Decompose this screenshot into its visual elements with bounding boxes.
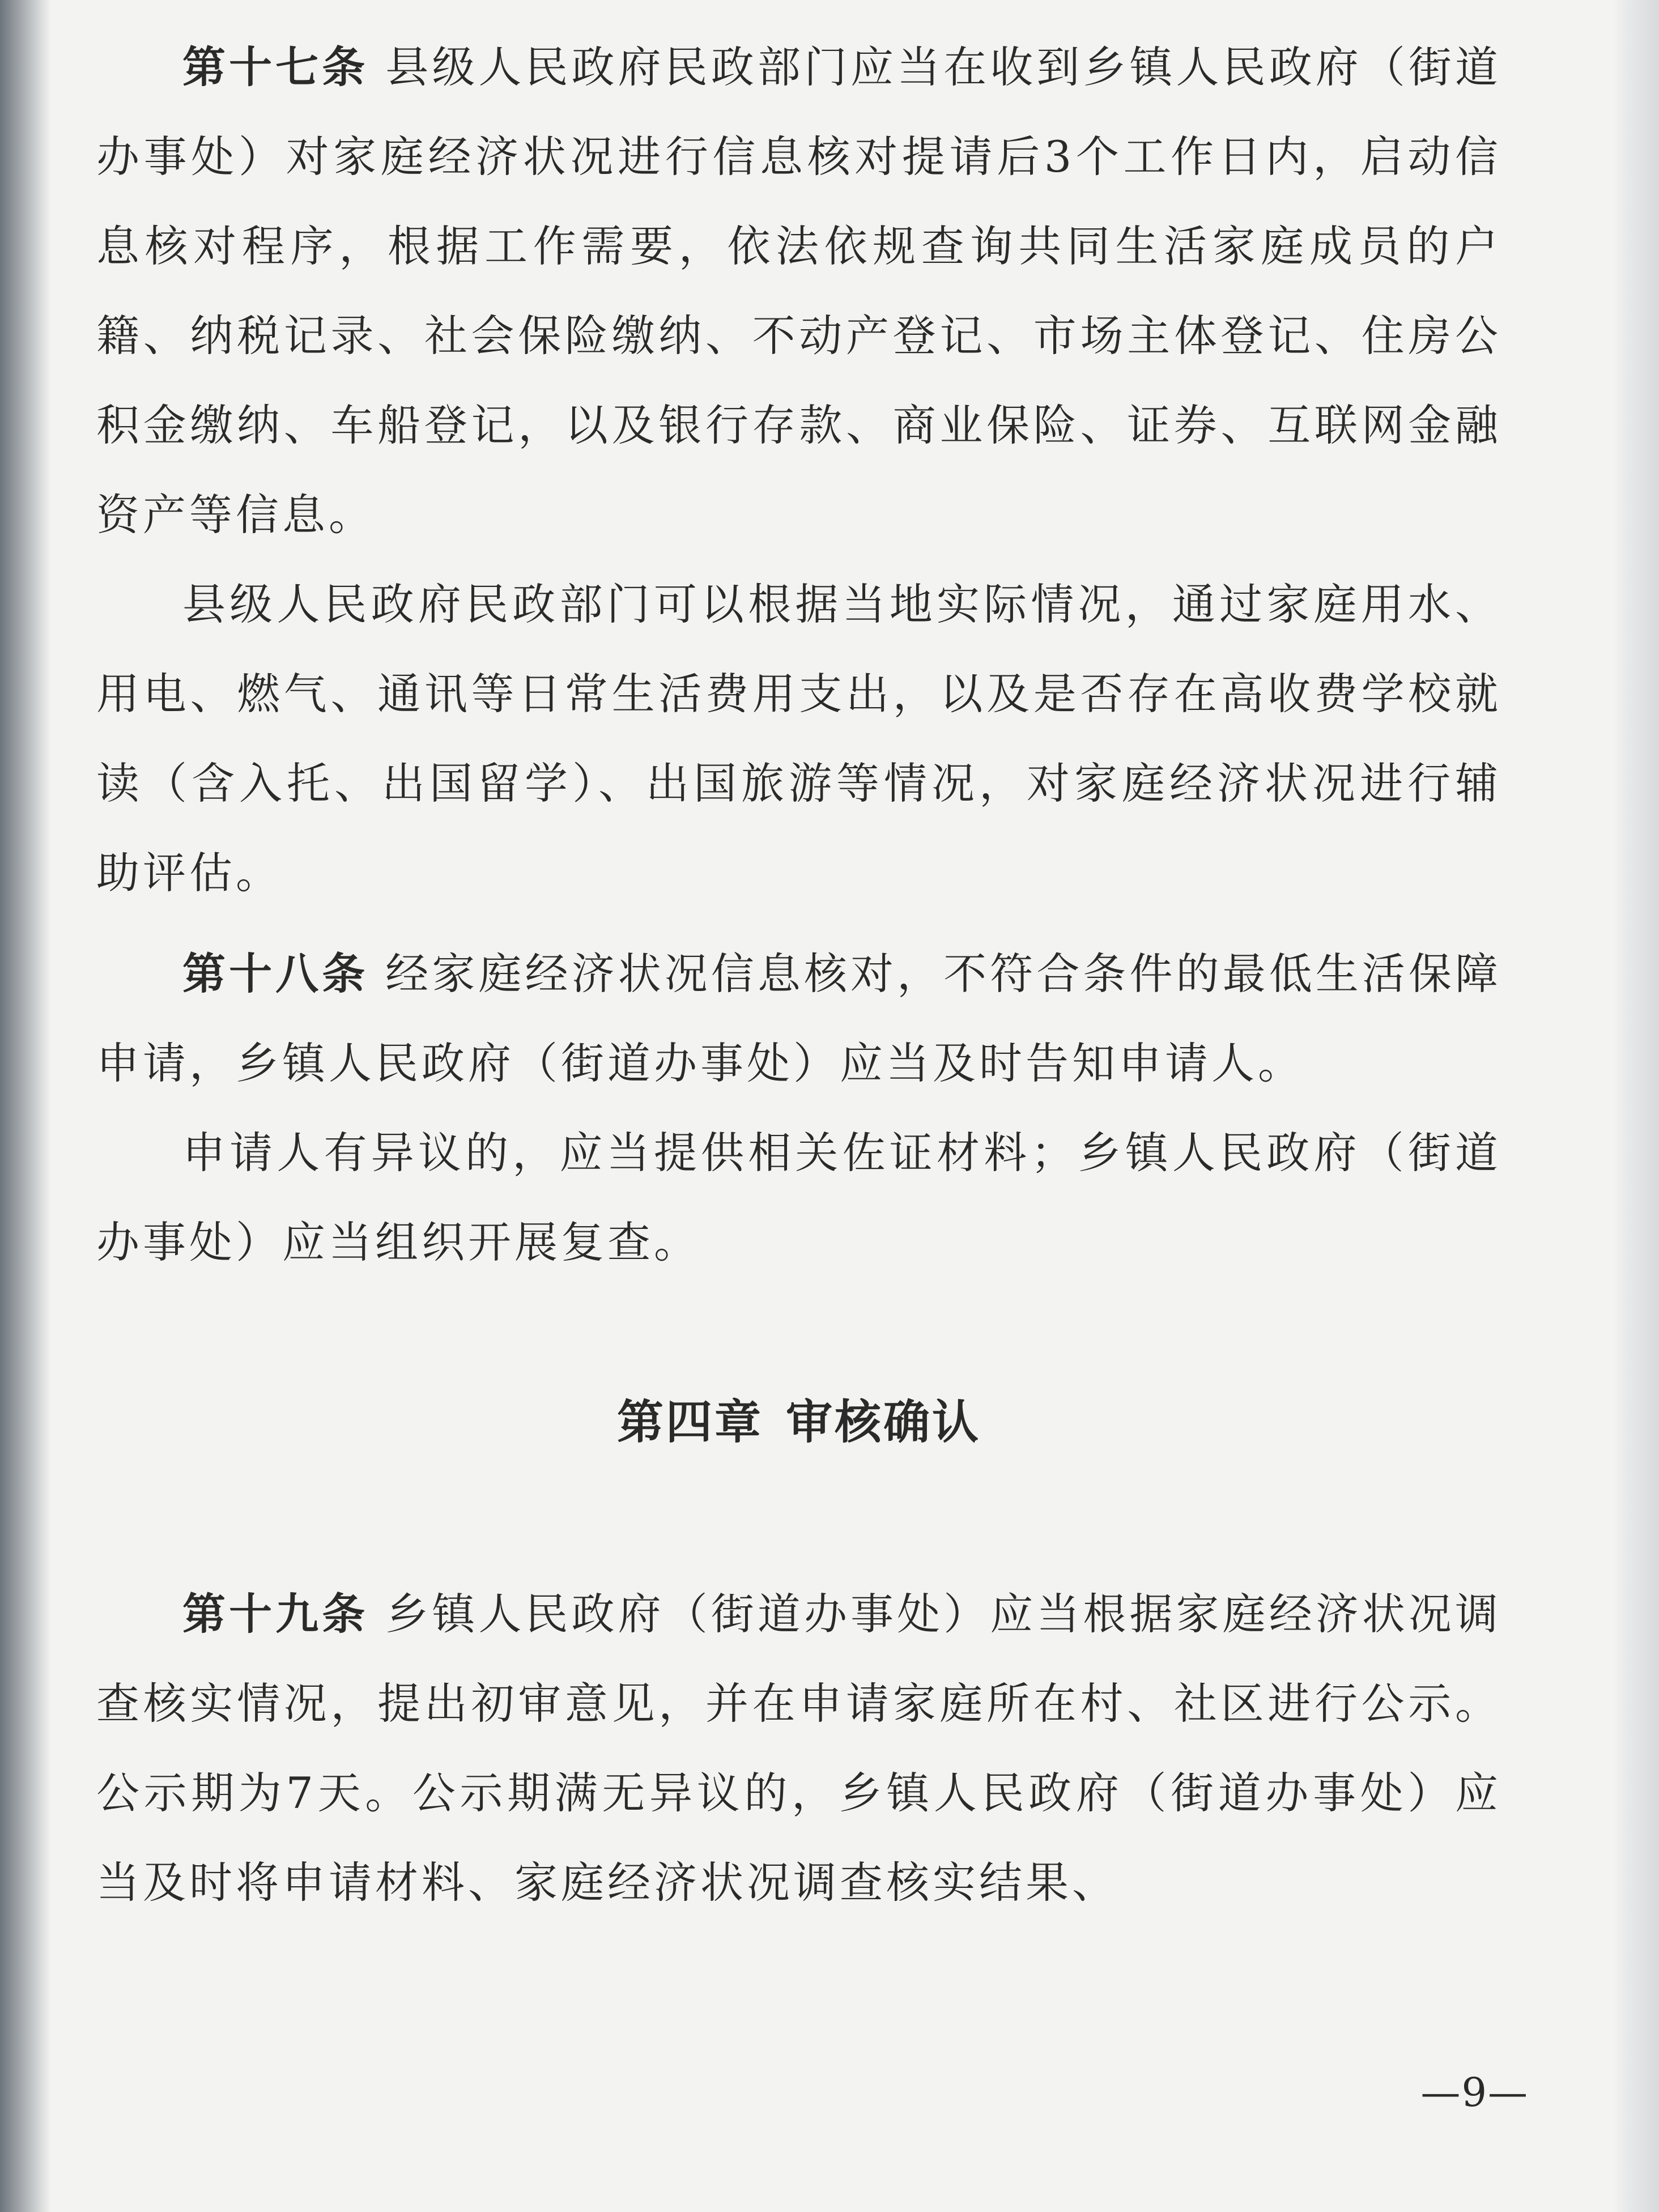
page-number: —9— xyxy=(1420,2069,1529,2116)
article-19-text-1: 乡镇人民政府（街道办事处）应当根据家庭经济状况调查核实情况，提出初审意见，并在申请家庭所在村、社区进行公示。公示期为7天。公示期满无异议的，乡镇人民政府（街道办事处）应当及时将申请材料、家庭经济状况调查核实结果、 xyxy=(96,1589,1501,1908)
article-19-number: 第十九条 xyxy=(182,1589,369,1639)
article-17-text-2: 县级人民政府民政部门可以根据当地实际情况，通过家庭用水、用电、燃气、通讯等日常生活费用支出，以及是否存在高收费学校就读（含入托、出国留学）、出国旅游等情况，对家庭经济状况进行辅助评估。 xyxy=(96,579,1501,898)
article-17-paragraph-1 xyxy=(96,23,1501,560)
article-18-number: 第十八条 xyxy=(182,948,369,999)
article-18-paragraph-1 xyxy=(96,929,1501,1108)
document-body xyxy=(96,23,1501,1928)
article-18-paragraph-2 xyxy=(96,1108,1501,1287)
chapter-heading xyxy=(96,1378,1501,1467)
article-17-text-1: 县级人民政府民政部门应当在收到乡镇人民政府（街道办事处）对家庭经济状况进行信息核对提请后3个工作日内，启动信息核对程序，根据工作需要，依法依规查询共同生活家庭成员的户籍、纳税记录、社会保险缴纳、不动产登记、市场主体登记、住房公积金缴纳、车船登记，以及银行存款、商业保险、证券、互联网金融资产等信息。 xyxy=(96,42,1501,540)
article-18-text-1: 经家庭经济状况信息核对，不符合条件的最低生活保障申请，乡镇人民政府（街道办事处）应当及时告知申请人。 xyxy=(96,948,1501,1088)
article-17-number: 第十七条 xyxy=(182,42,369,92)
chapter-number: 第四章 xyxy=(616,1396,763,1449)
page-fold-shadow xyxy=(0,0,51,2212)
article-19-paragraph-1 xyxy=(96,1569,1501,1928)
article-17-paragraph-2 xyxy=(96,560,1501,918)
article-18-text-2: 申请人有异议的，应当提供相关佐证材料；乡镇人民政府（街道办事处）应当组织开展复查。 xyxy=(96,1128,1501,1267)
page-edge xyxy=(1614,0,1659,2212)
chapter-title: 审核确认 xyxy=(786,1396,981,1449)
